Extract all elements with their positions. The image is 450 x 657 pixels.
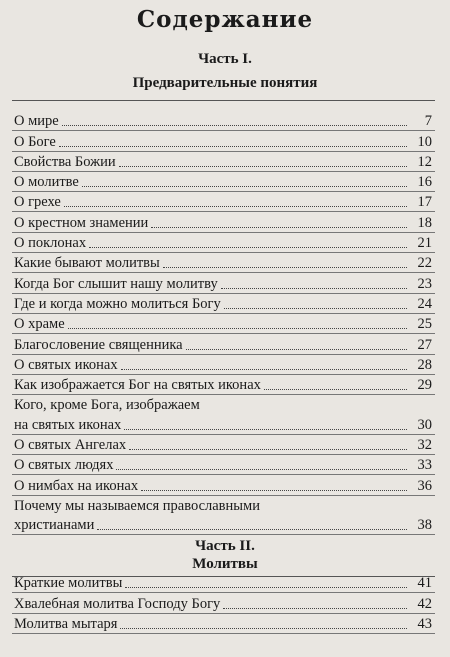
toc-page-number: 41 (417, 575, 432, 592)
toc-page-number: 27 (417, 336, 432, 353)
toc-entry[interactable] (12, 375, 435, 395)
part2-label: Часть II. (195, 538, 255, 554)
dot-leader (124, 428, 407, 430)
toc-entry-title: Хвалебная молитва Господу Богу (14, 595, 221, 612)
toc-page-number: 23 (417, 275, 432, 292)
toc-entry[interactable] (12, 355, 435, 375)
dot-leader (121, 368, 407, 370)
toc-page-number: 43 (417, 615, 432, 632)
toc-entry[interactable] (12, 172, 435, 192)
part1-top-rule (12, 100, 435, 101)
toc-entry-title: Как изображается Бог на святых иконах (14, 377, 261, 394)
dot-leader (68, 327, 407, 329)
toc-entry-title: Краткие молитвы (14, 575, 123, 592)
contents-heading: Содержание (136, 6, 314, 33)
part1-toc-list (12, 111, 435, 535)
toc-page-number: 32 (417, 437, 432, 454)
toc-entry[interactable] (12, 475, 435, 495)
part2-toc-list (12, 573, 435, 634)
dot-leader (129, 448, 407, 450)
dot-leader (89, 246, 407, 248)
toc-entry-title: христианами (14, 517, 95, 534)
toc-page-number: 7 (424, 113, 432, 130)
toc-entry[interactable] (12, 294, 435, 314)
toc-page-number: 24 (417, 295, 432, 312)
toc-entry-title: О поклонах (14, 235, 87, 252)
toc-entry-title: Где и когда можно молиться Богу (14, 295, 221, 312)
toc-entry[interactable] (12, 212, 435, 232)
toc-page-number: 22 (417, 255, 432, 272)
toc-page-number: 25 (417, 316, 432, 333)
dot-leader (264, 388, 407, 390)
dot-leader (141, 489, 407, 491)
toc-page-number: 21 (417, 235, 432, 252)
toc-entry[interactable] (12, 192, 435, 212)
toc-page-number: 10 (417, 133, 432, 150)
dot-leader (59, 145, 407, 147)
toc-page-number: 30 (417, 416, 432, 433)
dot-leader (224, 307, 407, 309)
toc-page-number: 28 (417, 356, 432, 373)
toc-page-number: 33 (417, 457, 432, 474)
toc-entry[interactable] (12, 573, 435, 593)
dot-leader (120, 627, 407, 629)
toc-entry-title: Кого, кроме Бога, изображаем (14, 397, 200, 414)
toc-entry-title: О нимбах на иконах (14, 477, 139, 494)
toc-entry-title: О мире (14, 113, 59, 130)
toc-entry[interactable] (12, 614, 435, 634)
toc-page-number: 12 (417, 153, 432, 170)
dot-leader (125, 586, 407, 588)
toc-entry[interactable] (12, 233, 435, 253)
toc-entry-title: Какие бывают молитвы (14, 255, 160, 272)
dot-leader (151, 226, 407, 228)
toc-entry-title: О грехе (14, 194, 61, 211)
dot-leader (186, 348, 407, 350)
toc-page-number: 36 (417, 477, 432, 494)
toc-entry-title: Почему мы называемся православными (14, 497, 260, 514)
toc-entry-title: Благословение священника (14, 336, 183, 353)
toc-entry-title: О святых людях (14, 457, 114, 474)
toc-entry-title: на святых иконах (14, 416, 122, 433)
toc-entry-title: О святых Ангелах (14, 437, 127, 454)
dot-leader (163, 266, 407, 268)
dot-leader (221, 287, 407, 289)
toc-entry-title: О храме (14, 316, 65, 333)
toc-page-number: 18 (417, 214, 432, 231)
toc-entry-title: О Боге (14, 133, 56, 150)
part1-label: Часть I. (198, 51, 252, 67)
toc-entry-title: О молитве (14, 174, 79, 191)
toc-entry[interactable] (12, 131, 435, 151)
dot-leader (64, 205, 407, 207)
toc-entry[interactable] (12, 593, 435, 613)
toc-entry[interactable] (12, 253, 435, 273)
toc-entry-title: Молитва мытаря (14, 615, 118, 632)
toc-entry[interactable] (12, 152, 435, 172)
toc-entry[interactable] (12, 334, 435, 354)
toc-page-number: 42 (417, 595, 432, 612)
toc-page-number: 17 (417, 194, 432, 211)
part1-subtitle: Предварительные понятия (132, 75, 318, 91)
toc-page-number: 29 (417, 377, 432, 394)
toc-page-number: 38 (417, 517, 432, 534)
toc-entry-title: О крестном знамении (14, 214, 149, 231)
toc-entry[interactable] (12, 496, 435, 536)
toc-entry[interactable] (12, 273, 435, 293)
part2-subtitle: Молитвы (192, 556, 258, 572)
toc-entry[interactable] (12, 455, 435, 475)
dot-leader (82, 185, 407, 187)
toc-entry[interactable] (12, 395, 435, 435)
toc-entry[interactable] (12, 111, 435, 131)
toc-page-number: 16 (417, 174, 432, 191)
toc-entry-title: Когда Бог слышит нашу молитву (14, 275, 218, 292)
toc-entry-title: О святых иконах (14, 356, 118, 373)
toc-entry[interactable] (12, 435, 435, 455)
dot-leader (116, 468, 407, 470)
toc-entry[interactable] (12, 314, 435, 334)
toc-entry-title: Свойства Божии (14, 153, 116, 170)
dot-leader (97, 528, 407, 530)
dot-leader (119, 165, 407, 167)
dot-leader (223, 607, 407, 609)
dot-leader (62, 124, 407, 126)
